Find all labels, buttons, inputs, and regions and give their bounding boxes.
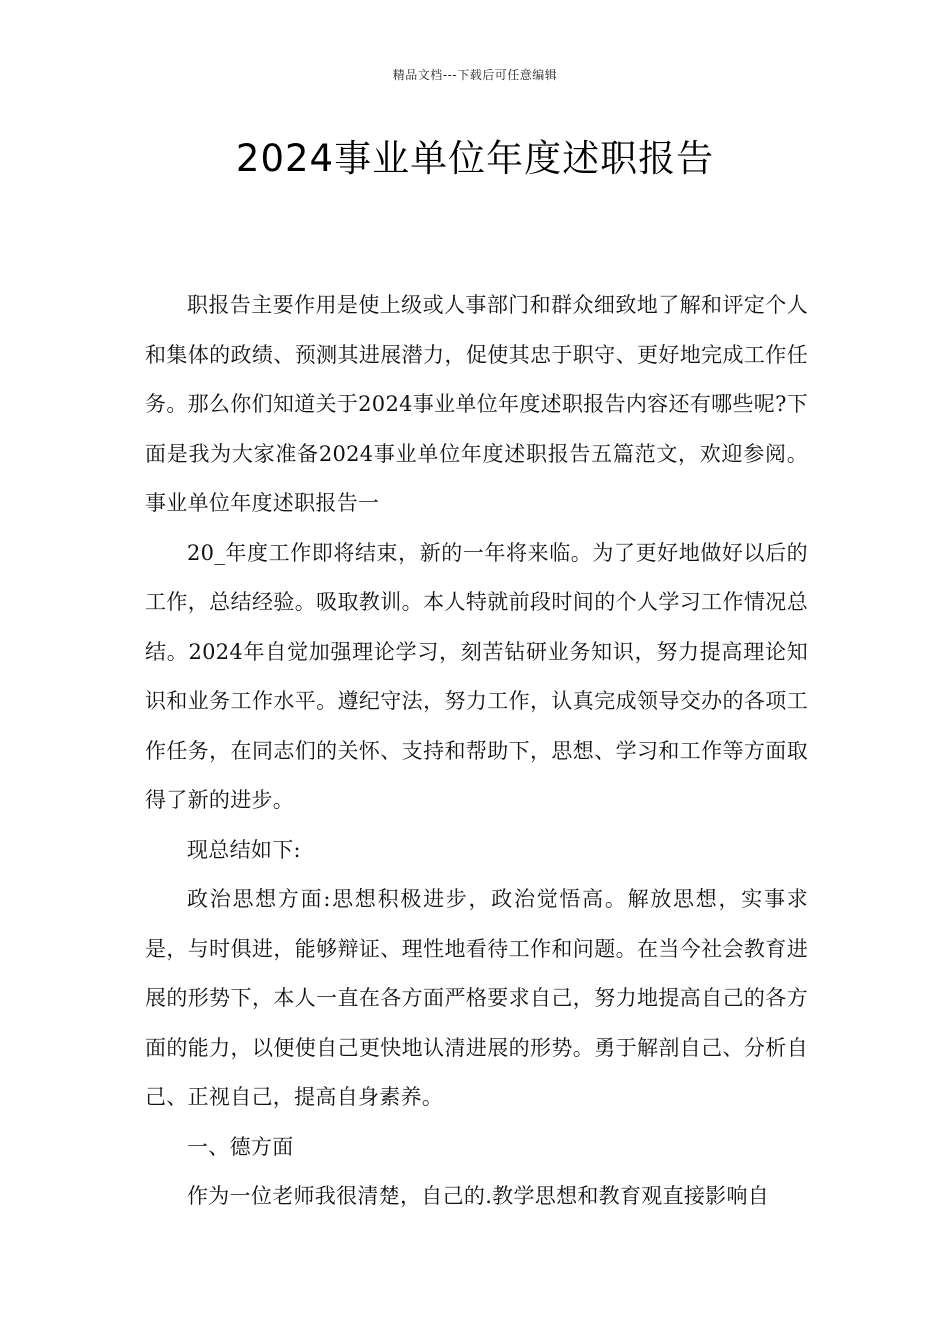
paragraph-teacher: 作为一位老师我很清楚，自己的.教学思想和教育观直接影响自: [187, 1184, 770, 1208]
paragraph-summary: 20_年度工作即将结束，新的一年将来临。为了更好地做好以后的工作，总结经验。吸取教训。本人特就前段时间的个人学习工作情况总结。2024年自觉加强理论学习，刻苦钻研业务知识，努力提高理论知识和业务工作水平。遵纪守法，努力工作，认真完成领导交办的各项工作任务，在同志们的关怀、支持和帮助下，思想、学习和工作等方面取得了新的进步。: [145, 540, 808, 812]
section-heading-morality: 一、德方面: [187, 1134, 294, 1159]
header-note: 精品文档---下载后可任意编辑: [392, 68, 558, 82]
document-title: 2024事业单位年度述职报告: [235, 137, 715, 180]
document-body: [145, 281, 808, 1222]
paragraph-political-thought: 政治思想方面:思想积极进步，政治觉悟高。解放思想，实事求是，与时俱进，能够辩证、理性地看待工作和问题。在当今社会教育进展的形势下，本人一直在各方面严格要求自己，努力地提高自己的各方面的能力，以便使自己更快地认清进展的形势。勇于解剖自己、分析自己、正视自己，提高自身素养。: [145, 887, 808, 1109]
paragraph-intro: 职报告主要作用是使上级或人事部门和群众细致地了解和评定个人和集体的政绩、预测其进展潜力，促使其忠于职守、更好地完成工作任务。那么你们知道关于2024事业单位年度述职报告内容还有哪些呢?下面是我为大家准备2024事业单位年度述职报告五篇范文，欢迎参阅。事业单位年度述职报告一: [145, 293, 808, 515]
paragraph-lead-in: 现总结如下:: [187, 837, 301, 862]
